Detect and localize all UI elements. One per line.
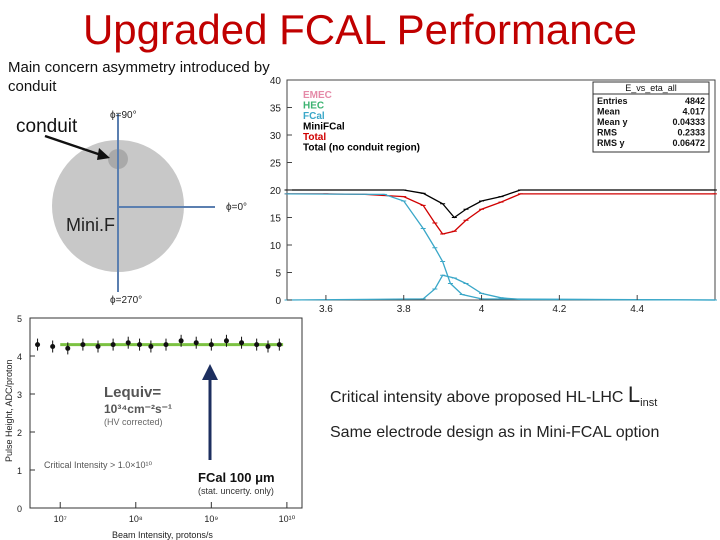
y-tick-label: 3 (16, 390, 22, 400)
y-tick-label: 10 (269, 241, 281, 252)
y-tick-label: 2 (16, 428, 22, 438)
y-tick-label: 40 (269, 76, 281, 87)
stats-value: 4842 (684, 96, 705, 106)
slide-subtitle: Main concern asymmetry introduced by conduit (8, 59, 270, 95)
stats-box (593, 82, 709, 152)
y-tick-label: 30 (269, 131, 281, 142)
y-axis-label: Pulse Height, ADC/proton (4, 359, 14, 462)
data-point (148, 344, 153, 349)
stats-key: RMS y (597, 138, 625, 148)
x-tick-label: 3.6 (318, 304, 333, 314)
data-point (35, 342, 40, 347)
y-tick-label: 1 (16, 466, 22, 476)
data-point (137, 342, 142, 347)
data-point (224, 338, 229, 343)
legend-entry: EMEC (303, 90, 332, 101)
y-tick-label: 20 (269, 186, 281, 197)
y-tick-label: 0 (275, 296, 281, 307)
annotation-fcal100: FCal 100 μm (198, 470, 275, 485)
stats-key: Entries (597, 96, 628, 106)
legend-entry: MiniFCal (303, 121, 345, 133)
annotation-hv: (HV corrected) (104, 417, 163, 427)
x-axis-label: Beam Intensity, protons/s (112, 530, 213, 540)
data-point (65, 346, 70, 351)
legend-entry: FCal (303, 111, 325, 122)
label-minif: Mini.F (66, 215, 115, 235)
notes (330, 380, 659, 447)
stats-value: 0.06472 (672, 138, 705, 148)
annotation-lunits: 10³⁴cm⁻²s⁻¹ (104, 402, 172, 416)
x-tick-label: 4.2 (552, 304, 567, 314)
data-point (126, 340, 131, 345)
slide-title: Upgraded FCAL Performance (82, 6, 638, 53)
x-tick-label: 4 (478, 304, 485, 314)
y-tick-label: 15 (269, 213, 281, 225)
label-phi270: ϕ=270° (110, 295, 143, 306)
annotation-lequiv: Lequiv= (104, 384, 162, 401)
annotation-stat: (stat. uncerty. only) (198, 486, 274, 496)
stats-key: Mean y (597, 117, 628, 127)
data-point (239, 340, 244, 345)
label-phi0: ϕ=0° (226, 202, 248, 213)
energy-eta-chart (255, 76, 717, 314)
y-tick-label: 5 (275, 268, 281, 280)
data-point (179, 338, 184, 343)
x-tick-label: 10⁹ (204, 514, 219, 524)
x-tick-label: 10¹⁰ (278, 514, 296, 524)
note-critical-intensity: Critical intensity above proposed HL-LHC $L_{inst}$ (330, 382, 658, 410)
stats-key: RMS (597, 127, 617, 138)
data-point (164, 342, 169, 347)
x-tick-label: 10⁸ (128, 514, 143, 524)
legend-entry: Total (no conduit region) (303, 142, 421, 154)
y-tick-label: 25 (269, 158, 281, 170)
pulse-height-chart (0, 312, 305, 540)
stats-key: Mean (597, 106, 621, 117)
stats-value: 0.04333 (672, 117, 705, 127)
y-tick-label: 35 (269, 103, 281, 115)
data-point (50, 344, 55, 349)
data-point (277, 342, 282, 347)
label-phi90: ϕ=90° (110, 110, 137, 121)
data-point (266, 344, 271, 349)
stats-value: 4.017 (682, 106, 705, 117)
annotation-critical: Critical Intensity > 1.0×10¹⁰ (44, 460, 153, 470)
y-tick-label: 4 (16, 352, 22, 362)
y-tick-label: 5 (16, 314, 22, 324)
data-point (80, 342, 85, 347)
x-tick-label: 4.4 (630, 304, 645, 314)
data-point (209, 342, 214, 347)
legend-entry: HEC (303, 100, 325, 112)
y-tick-label: 0 (16, 504, 22, 514)
x-tick-label: 3.8 (396, 304, 411, 314)
data-point (254, 342, 259, 347)
legend-entry: Total (303, 132, 327, 143)
stats-title: E_vs_eta_all (625, 83, 677, 93)
label-conduit: conduit (16, 116, 78, 137)
data-point (111, 342, 116, 347)
x-tick-label: 10⁷ (53, 514, 67, 524)
data-point (96, 344, 101, 349)
stats-value: 0.2333 (677, 127, 705, 138)
data-point (194, 340, 199, 345)
note-electrode-design: Same electrode design as in Mini-FCAL option (330, 424, 660, 442)
